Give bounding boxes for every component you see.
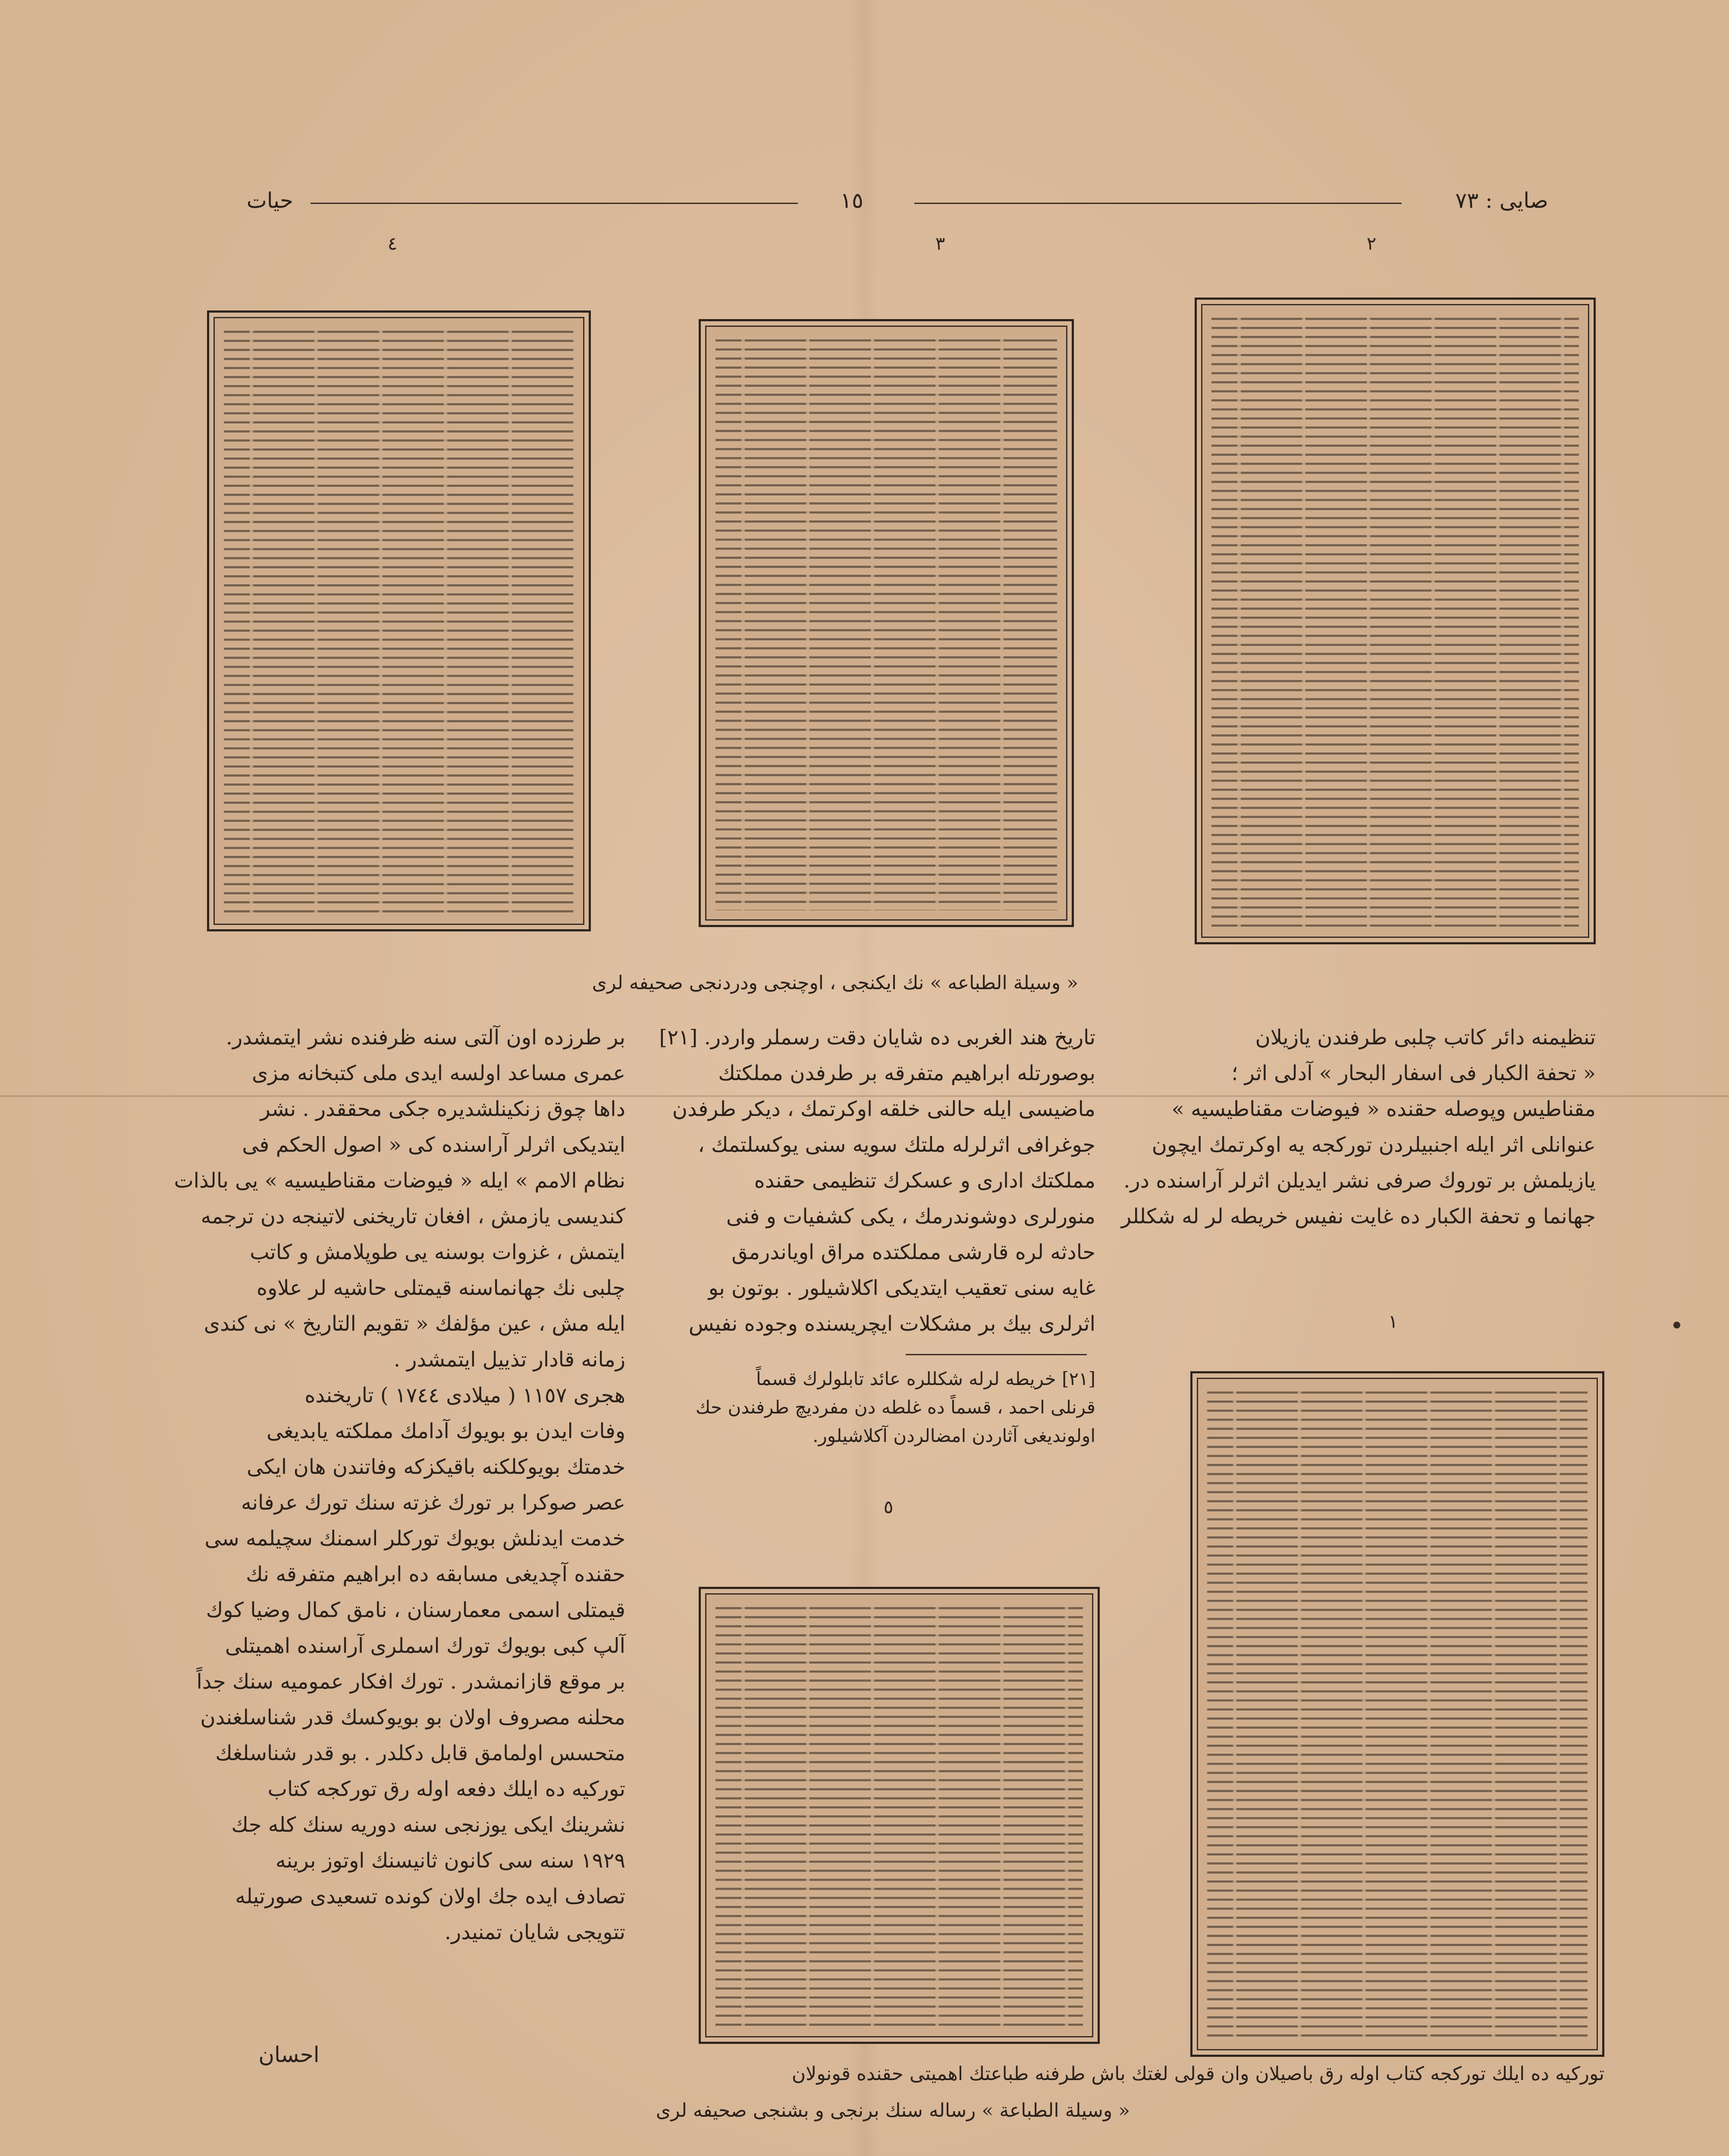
plate-number-4: ٤ — [387, 233, 398, 254]
bottom-caption-line-1: توركيه ده ايلك توركجه كتاب اوله رق باصيلان وان قولى لغتك باش طرفنه طباعتك اهميتى حقنده قونولان — [791, 2063, 1604, 2085]
text-line: مملكتك ادارى و عسكرك تنظيمى حقنده — [754, 1169, 1095, 1193]
text-line: وفات ايدن بو بويوك آدامك مملكته يابديغى — [266, 1419, 625, 1443]
text-line: داها چوق زنكينلشديره جكى محققدر . نشر — [260, 1097, 625, 1121]
text-line: محلنه مصروف اولان بو بويوكسك قدر شناسلغندن — [200, 1705, 625, 1730]
text-column-right — [1121, 1020, 1596, 1235]
facsimile-page-4 — [207, 310, 591, 931]
text-line: عمرى مساعد اولسه ايدى ملى كتبخانه مزى — [251, 1061, 625, 1085]
text-line: تصادف ايده جك اولان كونده تسعيدى صورتيله — [235, 1884, 625, 1908]
text-line: هجرى ١١٥٧ ( ميلادى ١٧٤٤ ) تاريخنده — [304, 1383, 625, 1407]
text-line: غايه سنى تعقيب ايتديكى اكلاشيلور . بوتون بو — [708, 1276, 1095, 1300]
text-line: تنظيمنه دائر كاتب چلبى طرفندن يازيلان — [1255, 1025, 1596, 1050]
text-line: نشرينك ايكى يوزنجى سنه دوريه سنك كله جك — [231, 1813, 625, 1837]
header-issue-number: صايى : ٧٣ — [1455, 188, 1548, 213]
plate-number-1: ١ — [1388, 1311, 1398, 1332]
text-line: جوغرافى اثرلرله ملتك سويه سنى يوكسلتمك ، — [698, 1133, 1095, 1157]
text-line: حقنده آچديغى مسابقه ده ابراهيم متفرقه نك — [246, 1562, 625, 1586]
text-line: آلپ كبى بويوك تورك اسملرى آراسنده اهميتلى — [225, 1634, 625, 1658]
top-caption: « وسيلة الطباعه » نك ايكنجى ، اوچنجى ودردنجى صحيفه لرى — [592, 972, 1078, 994]
plate-number-3: ٣ — [935, 233, 945, 254]
text-line: ايتمش ، غزوات بوسنه يى طوپلامش و كاتب — [250, 1240, 625, 1264]
text-line: مقناطيس وپوصله حقنده « فيوضات مقناطيسيه » — [1171, 1097, 1596, 1121]
text-column-left — [142, 1020, 625, 1950]
text-line: ماضيسى ايله حالنى خلقه اوكرتمك ، ديكر طرفدن — [672, 1097, 1095, 1121]
bottom-caption-line-2: « وسيلة الطباعة » رساله سنك برنجى و بشنجى صحيفه لرى — [656, 2100, 1130, 2122]
text-line: كنديسى يازمش ، افغان تاريخنى لاتينجه دن ترجمه — [201, 1204, 625, 1228]
text-line: جهانما و تحفة الكبار ده غايت نفيس خريطه لر له شكللر — [1121, 1204, 1596, 1228]
facsimile-vasitat-page-1 — [1190, 1371, 1604, 2057]
text-line: منورلرى دوشوندرمك ، يكى كشفيات و فنى — [726, 1204, 1095, 1228]
facsimile-vasitat-page-5 — [699, 1587, 1100, 2044]
footnote-line: اولونديغى آثاردن امضالردن آكلاشيلور. — [813, 1425, 1095, 1446]
header-page-number: ١٥ — [840, 188, 863, 213]
text-line: بر موقع قازانمشدر . تورك افكار عموميه سنك جداً — [196, 1670, 625, 1694]
text-line: عصر صوكرا بر تورك غزته سنك تورك عرفانه — [241, 1491, 625, 1515]
facsimile-page-3 — [699, 319, 1074, 927]
paper-spot — [1673, 1322, 1680, 1329]
text-line: ايله مش ، عين مؤلفك « تقويم التاريخ » نى كندى — [204, 1312, 625, 1336]
header-left-title: حيات — [246, 188, 293, 213]
text-line: چلبى نك جهانماسنه قيمتلى حاشيه لر علاوه — [256, 1276, 625, 1300]
footnote-separator — [906, 1354, 1087, 1355]
author-signature: احسان — [258, 2042, 320, 2067]
text-line: اثرلرى بيك بر مشكلات ايچريسنده وجوده نفيس — [688, 1312, 1095, 1336]
text-line: زمانه قادار تذييل ايتمشدر . — [393, 1348, 625, 1372]
text-line: نظام الامم » ايله « فيوضات مقناطيسيه » يى بالذات — [174, 1169, 625, 1193]
text-line: خدمتك بويوكلكنه باقيكزكه وفاتندن هان ايكى — [246, 1455, 625, 1479]
text-line: عنوانلى اثر ايله اجنبيلردن توركجه يه اوكرتمك ايچون — [1152, 1133, 1596, 1157]
plate-number-2: ٢ — [1366, 233, 1377, 254]
text-line: تاريخ هند الغربى ده شايان دقت رسملر واردر. [٢١] — [659, 1025, 1095, 1050]
footnote-line: [٢١] خريطه لرله شكللره عائد تابلولرك قسماً — [756, 1368, 1095, 1389]
header-rule-right — [914, 203, 1402, 204]
text-line: تتويجى شايان تمنيدر. — [444, 1920, 625, 1944]
plate-number-5: ٥ — [883, 1496, 894, 1517]
text-column-middle — [659, 1020, 1095, 1342]
header-rule-left — [311, 203, 798, 204]
text-line: « تحفة الكبار فى اسفار البحار » آدلى اثر ؛ — [1231, 1061, 1596, 1085]
text-line: ١٩٢٩ سنه سى كانون ثانيسنك اوتوز برينه — [275, 1849, 625, 1873]
text-line: حادثه لره قارشى مملكتده مراق اوياندرمق — [731, 1240, 1095, 1264]
text-line: خدمت ايدنلش بويوك توركلر اسمنك سچيلمه سى — [204, 1526, 625, 1551]
text-line: يازيلمش بر توروك صرفى نشر ايديلن اثرلر آراسنده در. — [1123, 1169, 1596, 1193]
footnote-line: قرنلى احمد ، قسماً ده غلطه دن مفرديچ طرفندن حك — [695, 1397, 1095, 1418]
text-line: بر طرزده اون آلتى سنه ظرفنده نشر ايتمشدر. — [226, 1025, 625, 1050]
text-line: بوصورتله ابراهيم متفرقه بر طرفدن مملكتك — [718, 1061, 1095, 1085]
text-line: قيمتلى اسمى معمارسنان ، نامق كمال وضيا كوك — [206, 1598, 625, 1622]
text-line: متحسس اولمامق قابل دكلدر . بو قدر شناسلغك — [215, 1741, 625, 1765]
facsimile-page-2 — [1195, 298, 1596, 944]
text-line: ايتديكى اثرلر آراسنده كى « اصول الحكم فى — [242, 1133, 625, 1157]
footnote — [673, 1365, 1095, 1450]
text-line: توركيه ده ايلك دفعه اوله رق توركجه كتاب — [267, 1777, 625, 1801]
